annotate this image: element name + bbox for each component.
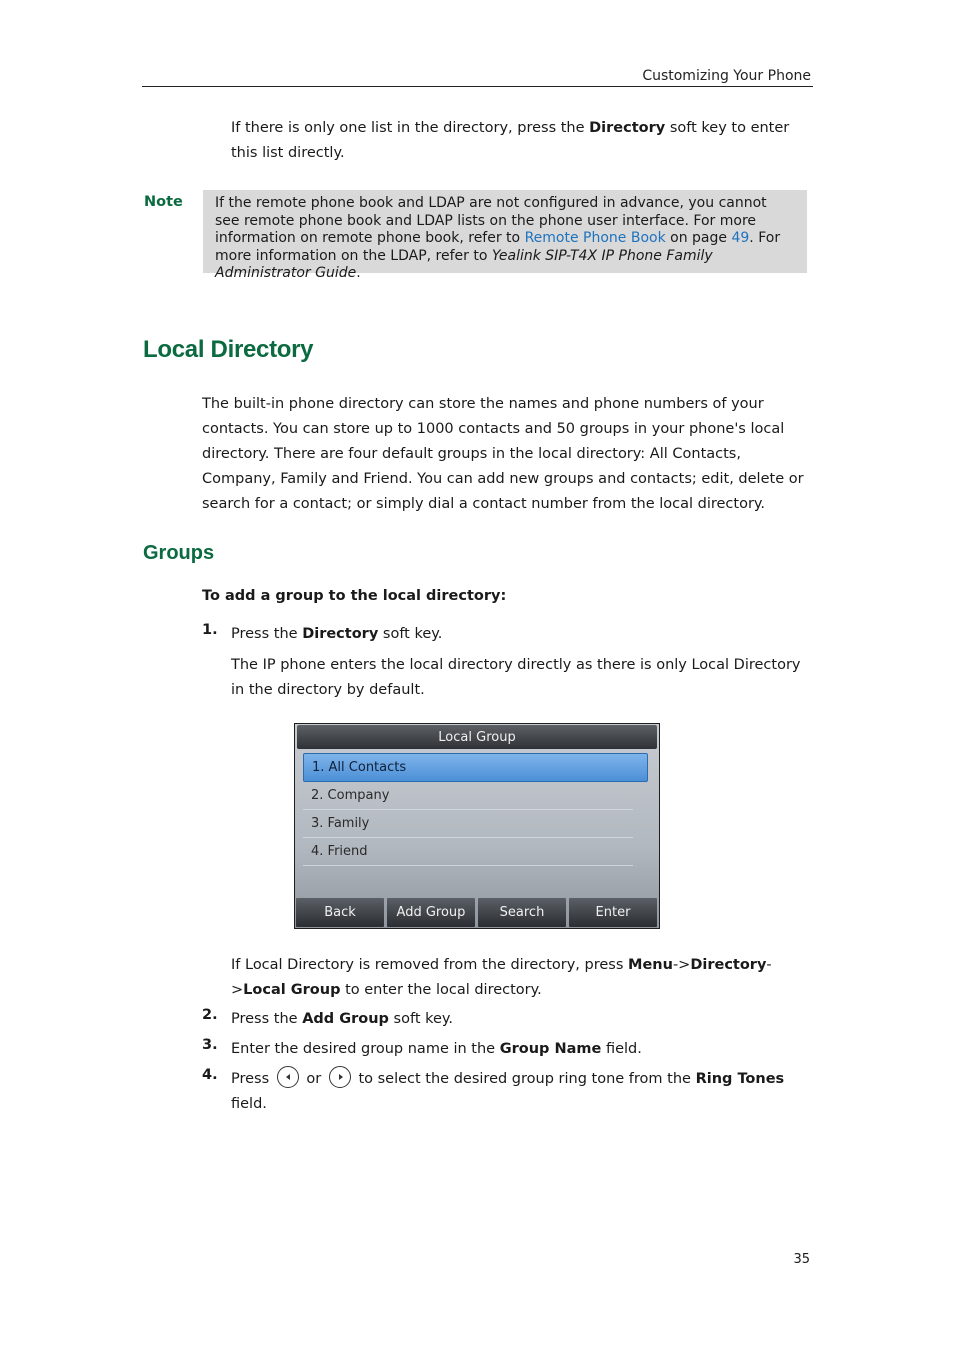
note-label: Note [144, 194, 183, 210]
step-3-number: 3. [202, 1037, 218, 1053]
local-directory-removed-note: If Local Directory is removed from the directory, press Menu->Directory->Local Group to enter the local directory. [231, 957, 772, 998]
group-item-friend[interactable]: 4. Friend [311, 844, 368, 859]
group-item-company[interactable]: 2. Company [311, 788, 390, 803]
softkey-add-group[interactable]: Add Group [387, 898, 475, 927]
step-1-note: The IP phone enters the local directory directly as there is only Local Directory in the directory by default. [231, 657, 801, 698]
remote-phone-book-link[interactable]: Remote Phone Book [524, 230, 666, 246]
step-2-number: 2. [202, 1007, 218, 1023]
directory-term: Directory [589, 120, 666, 136]
admin-guide-title: Yealink SIP-T4X IP Phone Family Administrator Guide [215, 247, 713, 281]
step-1-number: 1. [202, 622, 218, 638]
step-2-text: Press the Add Group soft key. [231, 1011, 454, 1027]
phone-screen-title: Local Group [297, 725, 657, 749]
navigation-right-key-icon [329, 1066, 351, 1088]
step-3-text: Enter the desired group name in the Group Name field. [231, 1041, 642, 1057]
softkey-search[interactable]: Search [478, 898, 566, 927]
heading-local-directory: Local Directory [143, 336, 314, 363]
page-49-link[interactable]: 49 [731, 230, 750, 246]
page-number: 35 [793, 1252, 810, 1267]
step-1-text: Press the Directory soft key. [231, 626, 443, 642]
heading-groups: Groups [143, 542, 215, 564]
navigation-left-key-icon [277, 1066, 299, 1088]
local-directory-description: The built-in phone directory can store the names and phone numbers of your contacts. You can store up to 1000 contacts and 50 groups in your phone's local directory. There are four default groups in the local directory: All Contacts, Company, Family and Friend. You can add new groups and contacts; edit, delete or search for a contact; or simply dial a contact number from the local directory. [202, 396, 804, 512]
running-header: Customizing Your Phone [642, 68, 811, 84]
softkey-enter[interactable]: Enter [569, 898, 657, 927]
group-item-family[interactable]: 3. Family [311, 816, 370, 831]
group-item-all-contacts[interactable]: 1. All Contacts [303, 753, 648, 782]
intro-paragraph: If there is only one list in the directory, press the Directory soft key to enter this list directly. [231, 120, 790, 161]
phone-screen [294, 723, 660, 929]
header-rule [142, 86, 813, 87]
row-separator [303, 865, 633, 866]
softkey-back[interactable]: Back [296, 898, 384, 927]
note-box: If the remote phone book and LDAP are not configured in advance, you cannot see remote phone book and LDAP lists on the phone user interface. For more information on remote phone book, refer to Remote Phone Book on page 49. For more information on the LDAP, refer to Yealink SIP-T4X IP Phone Family Administrator Guide. [203, 190, 807, 273]
step-4-number: 4. [202, 1067, 218, 1083]
step-4-text: Press or to select the desired group ring tone from the Ring Tones field. [231, 1067, 816, 1117]
procedure-title: To add a group to the local directory: [202, 588, 507, 604]
